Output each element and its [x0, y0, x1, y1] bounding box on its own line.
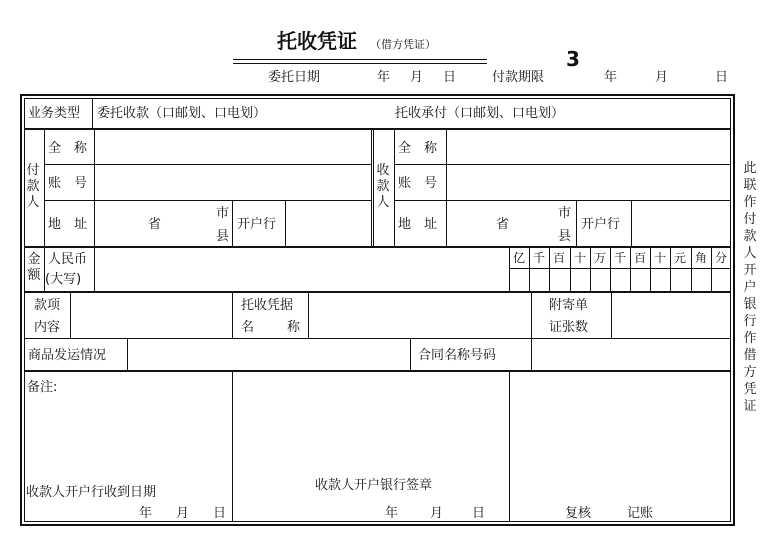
- payee-bank-label: 开户行: [581, 217, 621, 232]
- payee-label: 收款人: [376, 163, 390, 210]
- payment-content-label-2: 内容: [34, 320, 61, 335]
- payee-county: 县: [558, 229, 572, 244]
- title-underline: [233, 59, 487, 60]
- rule-payee-2: [394, 200, 731, 201]
- payee-account-label: 账 号: [398, 176, 438, 191]
- rule-after-parties-2: [24, 247, 731, 248]
- receive-year: 年: [139, 506, 153, 521]
- seal-day: 日: [472, 506, 486, 521]
- bookkeeping-label: 记账: [627, 506, 654, 521]
- vline-payer-bank: [232, 200, 233, 247]
- payee-name-label: 全 称: [398, 141, 438, 156]
- copy-number: 3: [566, 47, 580, 71]
- seal-year: 年: [385, 506, 399, 521]
- vline-amount-text: [94, 247, 95, 292]
- title-underline-2: [233, 63, 487, 64]
- vline-items-3: [308, 292, 309, 338]
- form-title: 托收凭证: [277, 29, 357, 53]
- payer-address-label: 地 址: [48, 217, 88, 232]
- vline-payer-bank-2: [285, 200, 286, 247]
- bank-seal-label: 收款人开户银行签章: [315, 478, 433, 493]
- attachment-count-label-2: 证张数: [549, 320, 589, 335]
- period-day: 日: [715, 70, 729, 85]
- vline-remark-1: [232, 371, 233, 522]
- contract-number-label: 合同名称号码: [418, 348, 497, 363]
- rule-after-shipping-2: [24, 371, 731, 372]
- vline-payee-bank: [576, 200, 577, 247]
- payer-name-label: 全 称: [48, 141, 88, 156]
- vline-ship-2: [410, 338, 411, 371]
- vline-mid: [371, 129, 372, 247]
- amount-label: 金额: [27, 252, 41, 283]
- digit-place-label: 千: [532, 251, 545, 265]
- digit-place-label: 亿: [512, 251, 525, 265]
- seal-month: 月: [430, 506, 444, 521]
- entrust-date-label: 委托日期: [268, 70, 321, 85]
- vline-ship-1: [127, 338, 128, 371]
- digit-place-label: 百: [552, 251, 565, 265]
- vline-payer-field: [94, 129, 95, 247]
- payer-city: 市: [216, 206, 230, 221]
- vline-payee-field: [446, 129, 447, 247]
- remarks-label: 备注:: [27, 380, 58, 395]
- form-subtitle: （借方凭证）: [370, 38, 436, 51]
- rule-after-amount-2: [24, 292, 731, 293]
- vline-payee-label: [394, 129, 395, 247]
- vline-items-4: [531, 292, 532, 338]
- digit-place-label: 角: [694, 251, 707, 265]
- form-inner-border: [24, 98, 731, 522]
- rule-digits: [509, 268, 731, 269]
- entrust-day: 日: [443, 70, 457, 85]
- amount-currency: 人民币: [48, 252, 88, 267]
- vline-ship-3: [531, 338, 532, 371]
- payee-city: 市: [558, 206, 572, 221]
- period-month: 月: [655, 70, 669, 85]
- amount-capital: (大写): [45, 272, 82, 287]
- digit-place-label: 千: [613, 251, 626, 265]
- entrust-month: 月: [410, 70, 424, 85]
- business-type-option-2: 托收承付（口邮划、口电划）: [395, 106, 565, 121]
- vline-type: [92, 98, 93, 129]
- payee-address-label: 地 址: [398, 217, 438, 232]
- payer-province: 省: [148, 217, 162, 232]
- collection-doc-label-2b: 称: [287, 320, 301, 335]
- collection-doc-label-1: 托收凭据: [241, 298, 294, 313]
- period-year: 年: [604, 70, 618, 85]
- vline-items-5: [611, 292, 612, 338]
- receive-month: 月: [176, 506, 190, 521]
- payment-content-label-1: 款项: [34, 298, 61, 313]
- vline-remark-2: [509, 371, 510, 522]
- digit-place-label: 元: [673, 251, 686, 265]
- payee-province: 省: [496, 217, 510, 232]
- receive-day: 日: [213, 506, 227, 521]
- entrust-year: 年: [377, 70, 391, 85]
- digit-place-label: 分: [714, 251, 727, 265]
- rule-payee-1: [394, 164, 731, 165]
- rule-after-items: [24, 338, 731, 339]
- digit-place-label: 百: [633, 251, 646, 265]
- review-label: 复核: [565, 506, 592, 521]
- business-type-option-1: 委托收款（口邮划、口电划）: [97, 106, 267, 121]
- vline-mid-2: [373, 129, 374, 247]
- digit-place-label: 万: [593, 251, 606, 265]
- rule-after-type-2: [24, 129, 731, 130]
- vline-payee-bank-2: [631, 200, 632, 247]
- collection-doc-label-2a: 名: [241, 320, 255, 335]
- business-type-label: 业务类型: [28, 106, 81, 121]
- side-copy-note: 此联作付款人开户银行作借方凭证: [743, 161, 757, 414]
- vline-items-2: [232, 292, 233, 338]
- payer-label: 付款人: [26, 163, 40, 210]
- payer-account-label: 账 号: [48, 176, 88, 191]
- pay-period-label: 付款期限: [492, 70, 545, 85]
- shipping-status-label: 商品发运情况: [28, 348, 107, 363]
- vline-items-1: [70, 292, 71, 338]
- digit-place-label: 十: [573, 251, 586, 265]
- payer-county: 县: [216, 229, 230, 244]
- receive-date-label: 收款人开户行收到日期: [26, 485, 157, 500]
- attachment-count-label-1: 附寄单: [549, 298, 589, 313]
- payer-bank-label: 开户行: [237, 217, 277, 232]
- digit-place-label: 十: [653, 251, 666, 265]
- vline-payer-label: [44, 129, 45, 247]
